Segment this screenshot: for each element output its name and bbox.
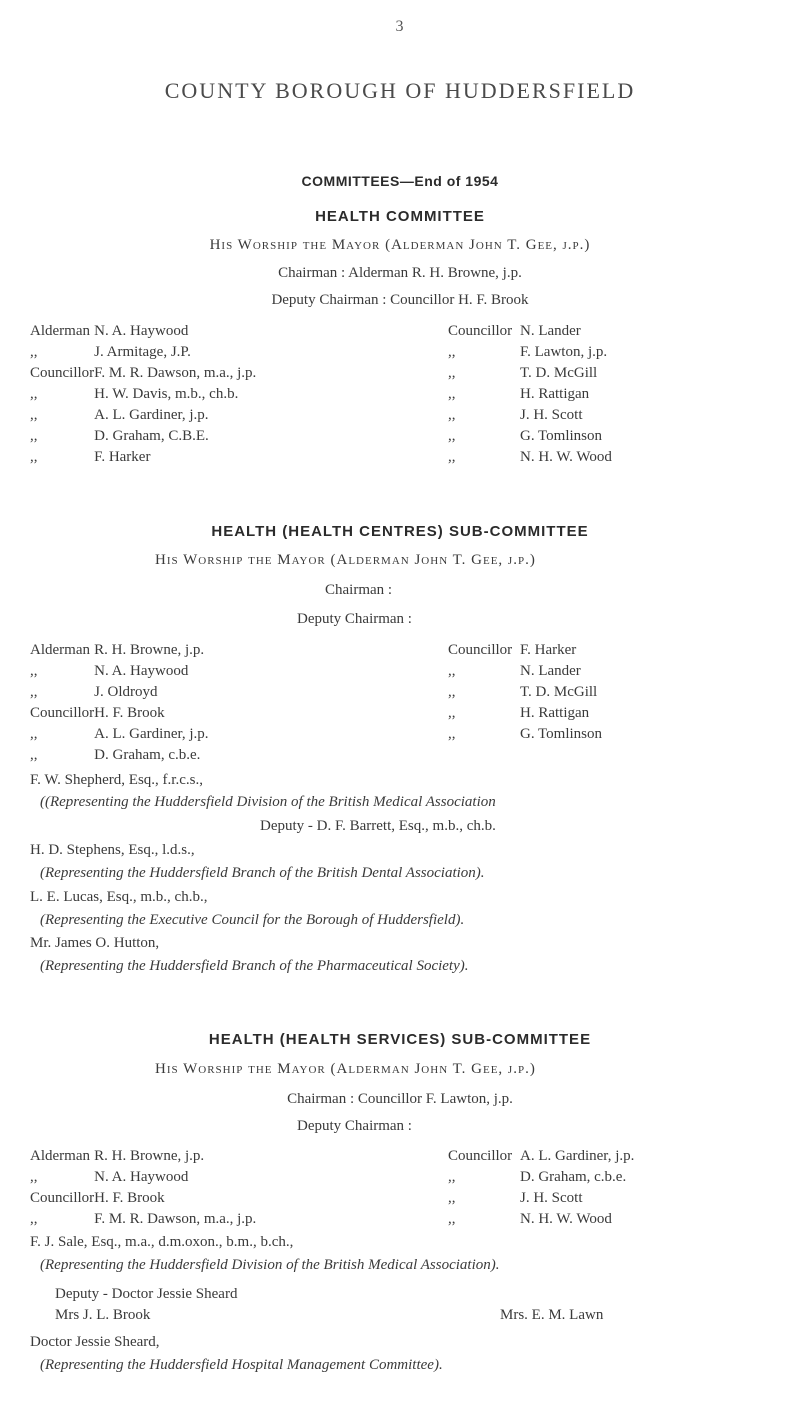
- member-mrs-lawn: Mrs. E. M. Lawn: [500, 1307, 604, 1323]
- member-name: G. Tomlinson: [520, 428, 603, 444]
- member-row: [448, 407, 758, 428]
- member-rank: ,,: [30, 747, 38, 763]
- member-row: [448, 428, 758, 449]
- rep-name: Mr. James O. Hutton,: [30, 935, 160, 951]
- member-row: [30, 365, 332, 386]
- services-committee-patron: His Worship the Mayor (Alderman John T. Gee, j.p.): [155, 1061, 536, 1077]
- member-rank: Councillor: [448, 323, 513, 339]
- health-committee-members-right: [448, 323, 758, 470]
- member-row: [30, 705, 332, 726]
- member-name: J. Armitage, J.P.: [94, 344, 191, 360]
- member-row: [30, 1190, 332, 1211]
- member-row: [448, 684, 758, 705]
- member-name: R. H. Browne, j.p.: [94, 1148, 205, 1164]
- member-rank: ,,: [30, 449, 38, 465]
- rep-description: (Representing the Huddersfield Branch of the British Dental Association).: [40, 865, 485, 881]
- member-rank: ,,: [448, 663, 456, 679]
- member-row: [448, 1211, 758, 1232]
- member-row: [448, 1148, 758, 1169]
- health-committee-title: HEALTH COMMITTEE: [315, 208, 485, 225]
- rep-description: (Representing the Huddersfield Division of the British Medical Association).: [40, 1257, 500, 1273]
- member-name: F. Harker: [94, 449, 151, 465]
- member-row: [30, 449, 332, 470]
- rep-description: (Representing the Executive Council for the Borough of Huddersfield).: [40, 912, 465, 928]
- centres-committee-chairman: Chairman :: [325, 582, 393, 598]
- member-row: [30, 407, 332, 428]
- member-name: G. Tomlinson: [520, 726, 603, 742]
- member-name: N. A. Haywood: [94, 323, 189, 339]
- member-name: T. D. McGill: [520, 684, 598, 700]
- member-row: [30, 1211, 332, 1232]
- member-name: N. Lander: [520, 663, 581, 679]
- member-row: [448, 323, 758, 344]
- committees-heading: COMMITTEES—End of 1954: [301, 173, 499, 189]
- member-rank: Councillor: [30, 1190, 95, 1206]
- member-rank: ,,: [30, 428, 38, 444]
- member-name: J. H. Scott: [520, 407, 583, 423]
- document-title: COUNTY BOROUGH OF HUDDERSFIELD: [164, 78, 636, 103]
- member-row: [30, 663, 332, 684]
- member-row: [448, 449, 758, 470]
- member-row: [448, 642, 758, 663]
- member-name: N. Lander: [520, 323, 581, 339]
- member-row: [30, 726, 332, 747]
- member-mrs-brook: Mrs J. L. Brook: [55, 1307, 151, 1323]
- rep-description: (Representing the Huddersfield Hospital Management Committee).: [40, 1357, 443, 1373]
- rep-name: F. J. Sale, Esq., m.a., d.m.oxon., b.m., b.ch.,: [30, 1234, 294, 1250]
- rep-name: H. D. Stephens, Esq., l.d.s.,: [30, 842, 195, 858]
- member-row: [448, 726, 758, 747]
- member-rank: ,,: [30, 407, 38, 423]
- centres-committee-members-right: [448, 642, 758, 747]
- member-row: [30, 428, 332, 449]
- member-row: [448, 663, 758, 684]
- rep-deputy: Deputy - D. F. Barrett, Esq., m.b., ch.b.: [260, 818, 496, 834]
- member-rank: Alderman: [30, 323, 90, 339]
- member-rank: ,,: [448, 407, 456, 423]
- member-row: [30, 642, 332, 663]
- member-row: [448, 1169, 758, 1190]
- member-rank: ,,: [30, 1211, 38, 1227]
- services-committee-members-left: [30, 1148, 332, 1232]
- page-number: 3: [395, 18, 405, 35]
- member-name: A. L. Gardiner, j.p.: [94, 726, 209, 742]
- member-rank: ,,: [30, 344, 38, 360]
- services-committee-members-right: [448, 1148, 758, 1232]
- member-rank: ,,: [448, 365, 456, 381]
- member-name: A. L. Gardiner, j.p.: [94, 407, 209, 423]
- member-rank: Alderman: [30, 642, 90, 658]
- member-rank: ,,: [448, 449, 456, 465]
- member-rank: ,,: [448, 1169, 456, 1185]
- member-row: [30, 344, 332, 365]
- rep-name: Doctor Jessie Sheard,: [30, 1334, 160, 1350]
- member-rank: Councillor: [30, 365, 95, 381]
- member-row: [30, 1169, 332, 1190]
- member-row: [448, 705, 758, 726]
- member-rank: ,,: [448, 705, 456, 721]
- member-name: H. F. Brook: [94, 1190, 165, 1206]
- rep-description: (Representing the Huddersfield Branch of the Pharmaceutical Society).: [40, 958, 469, 974]
- centres-committee-patron: His Worship the Mayor (Alderman John T. Gee, j.p.): [155, 552, 536, 568]
- member-rank: Councillor: [30, 705, 95, 721]
- services-committee-deputy: Deputy Chairman :: [297, 1118, 412, 1134]
- member-rank: ,,: [448, 684, 456, 700]
- member-rank: ,,: [30, 663, 38, 679]
- rep-deputy: Deputy - Doctor Jessie Sheard: [55, 1286, 238, 1302]
- member-rank: ,,: [448, 1211, 456, 1227]
- member-row: [30, 386, 332, 407]
- member-name: N. A. Haywood: [94, 1169, 189, 1185]
- member-rank: ,,: [30, 726, 38, 742]
- member-rank: ,,: [448, 386, 456, 402]
- member-row: [448, 386, 758, 407]
- member-name: J. H. Scott: [520, 1190, 583, 1206]
- rep-name: F. W. Shepherd, Esq., f.r.c.s.,: [30, 772, 203, 788]
- health-committee-patron: His Worship the Mayor (Alderman John T. Gee, j.p.): [209, 237, 591, 253]
- member-rank: ,,: [448, 726, 456, 742]
- member-rank: Alderman: [30, 1148, 90, 1164]
- member-row: [30, 323, 332, 344]
- member-rank: ,,: [30, 684, 38, 700]
- member-name: N. H. W. Wood: [520, 1211, 612, 1227]
- member-name: R. H. Browne, j.p.: [94, 642, 205, 658]
- member-name: T. D. McGill: [520, 365, 598, 381]
- member-name: F. M. R. Dawson, m.a., j.p.: [94, 1211, 257, 1227]
- member-rank: ,,: [448, 1190, 456, 1206]
- health-committee-members-left: [30, 323, 332, 470]
- member-name: H. F. Brook: [94, 705, 165, 721]
- member-name: F. Harker: [520, 642, 577, 658]
- member-row: [30, 747, 332, 768]
- member-rank: ,,: [448, 344, 456, 360]
- member-name: N. A. Haywood: [94, 663, 189, 679]
- centres-committee-deputy: Deputy Chairman :: [297, 611, 412, 627]
- member-rank: Councillor: [448, 642, 513, 658]
- rep-description: ((Representing the Huddersfield Division of the British Medical Association: [40, 794, 496, 810]
- member-row: [448, 344, 758, 365]
- member-name: D. Graham, c.b.e.: [520, 1169, 627, 1185]
- member-name: H. Rattigan: [520, 705, 590, 721]
- member-name: D. Graham, C.B.E.: [94, 428, 209, 444]
- member-name: F. Lawton, j.p.: [520, 344, 608, 360]
- member-row: [30, 684, 332, 705]
- member-row: [448, 1190, 758, 1211]
- centres-committee-members-left: [30, 642, 332, 768]
- member-name: J. Oldroyd: [94, 684, 158, 700]
- member-rank: ,,: [30, 386, 38, 402]
- health-committee-deputy: Deputy Chairman : Councillor H. F. Brook: [271, 292, 529, 308]
- services-committee-chairman: Chairman : Councillor F. Lawton, j.p.: [287, 1091, 513, 1107]
- rep-name: L. E. Lucas, Esq., m.b., ch.b.,: [30, 889, 208, 905]
- member-name: A. L. Gardiner, j.p.: [520, 1148, 635, 1164]
- member-name: H. W. Davis, m.b., ch.b.: [94, 386, 239, 402]
- member-rank: ,,: [448, 428, 456, 444]
- member-name: D. Graham, c.b.e.: [94, 747, 201, 763]
- health-committee-chairman: Chairman : Alderman R. H. Browne, j.p.: [278, 265, 522, 281]
- member-name: F. M. R. Dawson, m.a., j.p.: [94, 365, 257, 381]
- member-rank: ,,: [30, 1169, 38, 1185]
- centres-committee-title: HEALTH (HEALTH CENTRES) SUB-COMMITTEE: [211, 523, 589, 540]
- member-row: [448, 365, 758, 386]
- member-rank: Councillor: [448, 1148, 513, 1164]
- member-name: N. H. W. Wood: [520, 449, 612, 465]
- member-name: H. Rattigan: [520, 386, 590, 402]
- member-row: [30, 1148, 332, 1169]
- services-committee-title: HEALTH (HEALTH SERVICES) SUB-COMMITTEE: [208, 1031, 592, 1048]
